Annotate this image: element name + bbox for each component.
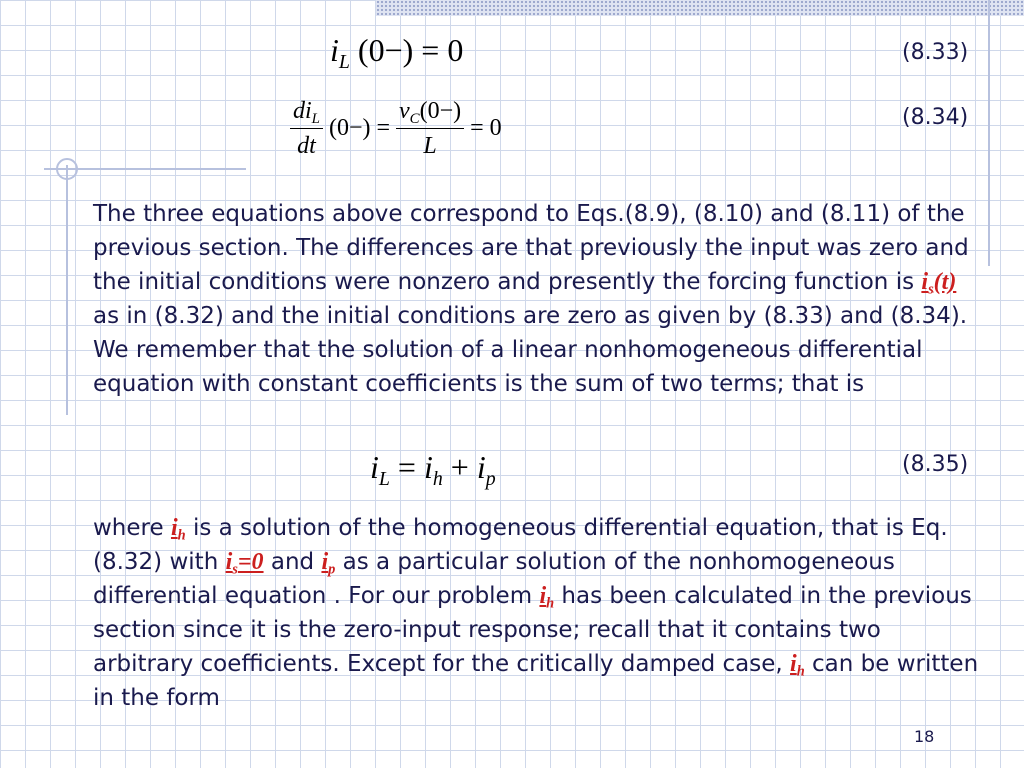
eq2-frac2-num-sub: C [409,111,420,128]
sym-ih1-var: i [170,515,178,541]
paragraph-solution [93,511,983,715]
sym-ip-sub: p [328,561,336,578]
p2-text-1: where [93,515,171,541]
sym-ih1-sub: h [177,527,186,544]
p2-text-4: as a particular solution of the nonhomogeneous differential equation . For our problem [93,549,895,609]
eq2-frac2-num: v [399,98,410,124]
equation-number-8-34: (8.34) [902,105,969,130]
equation-8-35 [370,448,496,490]
eq3-lhs-var: i [370,449,379,485]
p2-text-2: is a solution of the homogeneous differential equation, that is Eq. (8.32) with [93,515,948,575]
symbol-ih-3 [790,651,805,680]
eq3-t2-sub: p [485,467,496,490]
sym-ih2-var: i [539,583,547,609]
left-circle-ornament [56,158,78,180]
left-vertical-rule [66,165,68,415]
equation-8-33 [330,31,464,73]
eq1-lhs-var: i [330,32,339,68]
sym-ih3-sub: h [796,663,805,680]
right-vertical-rule [988,0,990,266]
eq1-arg: (0−) [357,32,414,68]
eq3-t2-var: i [476,449,486,485]
sym1-var: i [921,269,929,295]
sym-ih2-sub: h [546,595,555,612]
eq3-t1-sub: h [432,467,443,490]
symbol-ih-2 [539,583,555,612]
eq3-plus: + [450,449,469,485]
p1-text-1: The three equations above correspond to Eqs.(8.9), (8.10) and (8.11) of the previous section. The differences are that previously the input was zero and the initial conditions were nonzero and presently the forcing function is [93,201,969,295]
sym-is-var: i [225,549,233,575]
p2-text-5: has been calculated in the previous section since it is the zero-input response; recall that it contains two arbitrary coefficients. Except for the critically damped case, [93,583,972,677]
sym1-tail: (t) [933,269,957,295]
eq2-frac2-den: L [423,133,437,159]
equation-8-34 [290,96,502,161]
eq2-rhs: = 0 [470,115,502,141]
sym-is-sub: s [232,561,238,578]
eq2-frac1-num-sub: L [311,111,320,128]
symbol-is-t [921,269,957,298]
sym-ih3-var: i [790,651,797,677]
sym1-sub: s [928,281,934,298]
p2-text-6: can be written in the form [93,651,979,711]
eq1-lhs-sub: L [338,50,350,73]
symbol-ip [321,549,336,578]
corner-pattern-block [376,0,1024,16]
eq3-t1-var: i [423,449,433,485]
eq3-lhs-sub: L [378,467,390,490]
eq1-rhs: = 0 [421,32,464,68]
eq2-derivative-fraction [290,96,323,161]
sym-is-tail: =0 [237,549,264,575]
equation-number-8-33: (8.33) [902,40,969,65]
eq2-voltage-fraction [396,96,464,161]
symbol-is-zero [225,549,264,578]
paragraph-explanation [93,197,983,401]
eq2-arg: (0−) = [328,115,391,141]
eq2-frac1-den: dt [297,133,316,159]
page-number: 18 [914,727,935,746]
p1-text-2: as in (8.32) and the initial conditions are zero as given by (8.33) and (8.34). We remember that the solution of a linear nonhomogeneous differential equation with constant coefficients is the sum of two terms; that is [93,303,968,397]
sym-ip-var: i [321,549,329,575]
eq2-frac1-num: di [293,98,312,124]
eq2-frac2-num-arg: (0−) [419,98,462,124]
p2-text-3: and [263,549,322,575]
symbol-ih-1 [170,515,186,544]
eq3-equals: = [397,449,416,485]
equation-number-8-35: (8.35) [902,452,969,477]
